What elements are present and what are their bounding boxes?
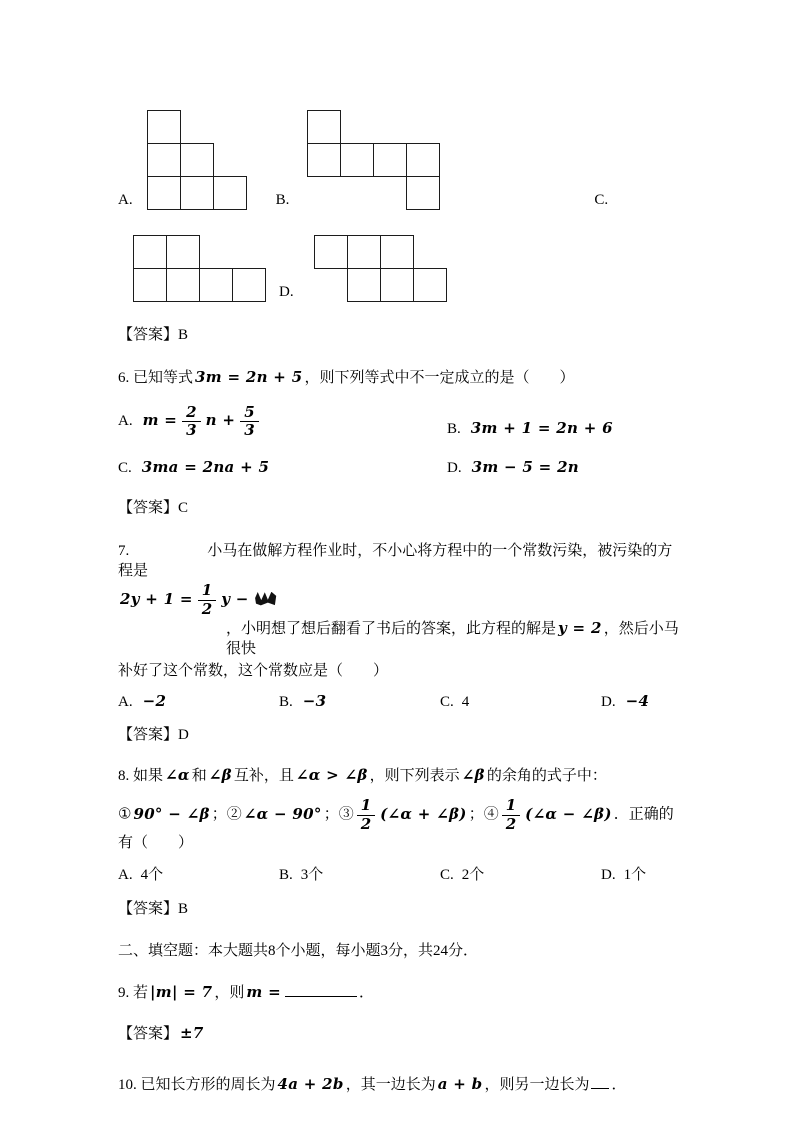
grid-gap: [199, 235, 233, 269]
grid-cell: [133, 268, 167, 302]
math-run: ∠β: [208, 765, 232, 784]
text-run: ．: [611, 1077, 627, 1093]
grid-cell: [373, 143, 407, 177]
figure-options-row-1: [118, 110, 684, 209]
text-run: ，则下列表示: [369, 767, 460, 784]
text-run: ；④: [468, 806, 499, 823]
question-7-line-1: [118, 541, 684, 582]
question-8-option-d: [601, 865, 646, 885]
answer-question-6: 【答案】C: [118, 500, 189, 517]
cube-net-figure-b: [307, 110, 439, 209]
figure-option-label-a: A.: [118, 192, 133, 208]
text-run: ，则另一边长为: [484, 1077, 590, 1093]
cube-net-figure-d: [314, 235, 446, 301]
math-run: 3m = 2n + 5: [195, 368, 303, 387]
spacer: [129, 554, 207, 555]
text-run: 小马在做解方程作业时，不小心将方程中的一个常数污染，被污染的方程是: [118, 542, 673, 579]
question-7-option-c: [440, 692, 601, 712]
option-label: B.: [279, 694, 293, 711]
math-run: 3m + 1 = 2n + 6: [470, 418, 613, 437]
grid-cell: [380, 235, 414, 269]
grid-cell: [133, 235, 167, 269]
grid-cell: [180, 143, 214, 177]
math-run: m =: [142, 411, 178, 430]
text-run: 互补，且: [233, 767, 294, 784]
math-run: −3: [302, 692, 327, 711]
question-6-option-c: [118, 457, 447, 478]
grid-cell: [413, 268, 447, 302]
fraction-numerator: 5: [244, 402, 255, 421]
fraction-denominator: 2: [357, 815, 375, 833]
math-run: |m| = 7: [150, 982, 213, 1001]
grid-cell: [147, 176, 181, 210]
option-label: D.: [601, 866, 616, 883]
text-run: 【答案】: [118, 1025, 179, 1042]
option-label: B.: [279, 866, 293, 883]
text-run: ，小明想了想后翻看了书后的答案，此方程的解是: [226, 620, 557, 637]
fraction: [502, 798, 520, 833]
text-run: 6. 已知等式: [118, 370, 194, 387]
text-run: 和: [191, 767, 207, 784]
question-8-stem: [118, 765, 684, 786]
question-8-option-a: [118, 865, 279, 885]
fraction-denominator: 2: [198, 600, 216, 618]
question-8-option-b: [279, 865, 440, 885]
grid-gap: [232, 235, 266, 269]
option-label: C.: [440, 694, 454, 711]
math-run: ∠α > ∠β: [295, 765, 368, 784]
question-7-line-3: [118, 618, 684, 660]
text-run: ，其一边长为: [345, 1077, 436, 1093]
question-9-stem: [118, 982, 684, 1003]
question-10-stem: [118, 1074, 684, 1095]
fraction: [240, 402, 258, 440]
figure-options-row-2: [118, 235, 684, 301]
blank-underline: [285, 983, 357, 997]
fraction-numerator: 2: [186, 402, 197, 421]
grid-gap: [213, 110, 247, 144]
grid-cell: [147, 110, 181, 144]
grid-gap: [340, 110, 374, 144]
grid-gap: [180, 110, 214, 144]
text-run: 1个: [623, 866, 647, 883]
text-run: ，则: [214, 984, 245, 1001]
section-2-title: 二、填空题：本大题共8个小题，每小题3分，共24分．: [118, 943, 479, 960]
text-run: 9. 若: [118, 984, 149, 1001]
fraction-denominator: 3: [182, 421, 200, 439]
math-run: 3ma = 2na + 5: [141, 458, 270, 476]
question-8-option-c: [440, 865, 601, 885]
grid-cell: [314, 235, 348, 269]
grid-cell: [340, 143, 374, 177]
math-run: m =: [246, 982, 281, 1001]
grid-gap: [373, 110, 407, 144]
text-run: ；②: [211, 806, 242, 823]
math-run: (∠α + ∠β): [380, 804, 467, 823]
grid-gap: [413, 235, 447, 269]
fraction-numerator: 1: [505, 796, 517, 814]
grid-cell: [166, 235, 200, 269]
blank-underline: [591, 1075, 609, 1089]
option-label: A.: [118, 866, 133, 883]
text-run: ，则下列等式中不一定成立的是（ ）: [304, 370, 575, 387]
question-6-options-row-1: [118, 402, 684, 440]
math-run: (∠α − ∠β): [525, 804, 612, 823]
question-7-option-d: [601, 691, 651, 712]
math-run: 4a + 2b: [277, 1075, 344, 1093]
answer-question-7: 【答案】D: [118, 726, 189, 743]
text-run: 3个: [300, 866, 324, 883]
math-run: ∠α − 90°: [243, 804, 322, 823]
text-run: 补好了这个常数，这个常数应是（ ）: [118, 663, 389, 679]
grid-cell: [147, 143, 181, 177]
option-label: A.: [118, 413, 133, 430]
figure-option-label-d: D.: [279, 284, 294, 300]
grid-cell: [406, 176, 440, 210]
math-run: ∠β: [461, 765, 485, 784]
text-run: 4: [461, 694, 470, 711]
figure-option-label-c: C.: [594, 192, 609, 208]
math-run: 2y + 1 =: [120, 589, 193, 608]
grid-cell: [347, 268, 381, 302]
math-run: 90° − ∠β: [133, 804, 210, 823]
cube-net-figure-a: [147, 110, 246, 209]
question-7-line-4: [118, 661, 684, 681]
fraction: [357, 798, 375, 833]
question-7-options-row: [118, 691, 684, 712]
question-8-items: [118, 798, 684, 853]
text-run: ．: [358, 984, 374, 1001]
fraction-numerator: 1: [201, 581, 213, 599]
math-run: −4: [625, 692, 650, 711]
grid-gap: [406, 110, 440, 144]
answer-question-9: [118, 1023, 684, 1044]
figure-option-label-b: B.: [275, 192, 290, 208]
grid-gap: [340, 176, 374, 210]
math-run: 3m − 5 = 2n: [471, 458, 580, 476]
text-run: ，然后小马很快: [226, 620, 679, 657]
text-run: 的余角的式子中：: [486, 767, 607, 784]
text-run: ①: [118, 806, 132, 823]
option-label: D.: [601, 694, 616, 711]
question-6-option-d: [447, 457, 581, 478]
fraction: [182, 402, 200, 440]
grid-cell: [180, 176, 214, 210]
math-run: ±7: [180, 1023, 204, 1042]
option-label: C.: [118, 460, 132, 476]
fraction: [198, 583, 216, 618]
math-run: n +: [205, 411, 236, 430]
question-7-equation: [118, 583, 684, 618]
grid-cell: [232, 268, 266, 302]
grid-cell: [307, 143, 341, 177]
math-run: y −: [221, 589, 249, 608]
math-run: ∠α: [165, 765, 190, 784]
option-label: A.: [118, 694, 133, 711]
grid-gap: [213, 143, 247, 177]
question-7-option-a: [118, 691, 279, 712]
text-run: ．正确的有（ ）: [118, 806, 674, 851]
math-run: a + b: [437, 1075, 483, 1093]
grid-gap: [314, 268, 348, 302]
question-7-option-b: [279, 691, 440, 712]
option-label: B.: [447, 420, 461, 437]
grid-cell: [406, 143, 440, 177]
answer-question-5: 【答案】B: [118, 327, 189, 343]
grid-cell: [199, 268, 233, 302]
option-label: C.: [440, 866, 454, 883]
grid-cell: [380, 268, 414, 302]
cube-net-figure-c: [133, 235, 265, 301]
grid-cell: [347, 235, 381, 269]
fraction-numerator: 1: [360, 796, 372, 814]
question-8-options-row: [118, 865, 684, 885]
ink-blot: [255, 592, 277, 606]
math-run: y = 2: [558, 618, 602, 637]
text-run: 7.: [118, 542, 130, 559]
question-6-option-b: [447, 418, 615, 439]
grid-cell: [166, 268, 200, 302]
answer-question-8: 【答案】B: [118, 901, 189, 917]
question-6-options-row-2: [118, 457, 684, 478]
text-run: 4个: [140, 866, 164, 883]
fraction-denominator: 2: [502, 815, 520, 833]
math-run: −2: [142, 692, 167, 711]
question-6-option-a: [118, 402, 447, 440]
text-run: 10. 已知长方形的周长为: [118, 1077, 276, 1093]
grid-gap: [307, 176, 341, 210]
grid-cell: [307, 110, 341, 144]
grid-gap: [373, 176, 407, 210]
text-run: 2个: [461, 866, 485, 883]
fraction-denominator: 3: [240, 421, 258, 439]
text-run: ；③: [323, 806, 354, 823]
text-run: 8. 如果: [118, 767, 164, 784]
option-label: D.: [447, 460, 462, 476]
grid-cell: [213, 176, 247, 210]
question-6-stem: [118, 367, 684, 388]
